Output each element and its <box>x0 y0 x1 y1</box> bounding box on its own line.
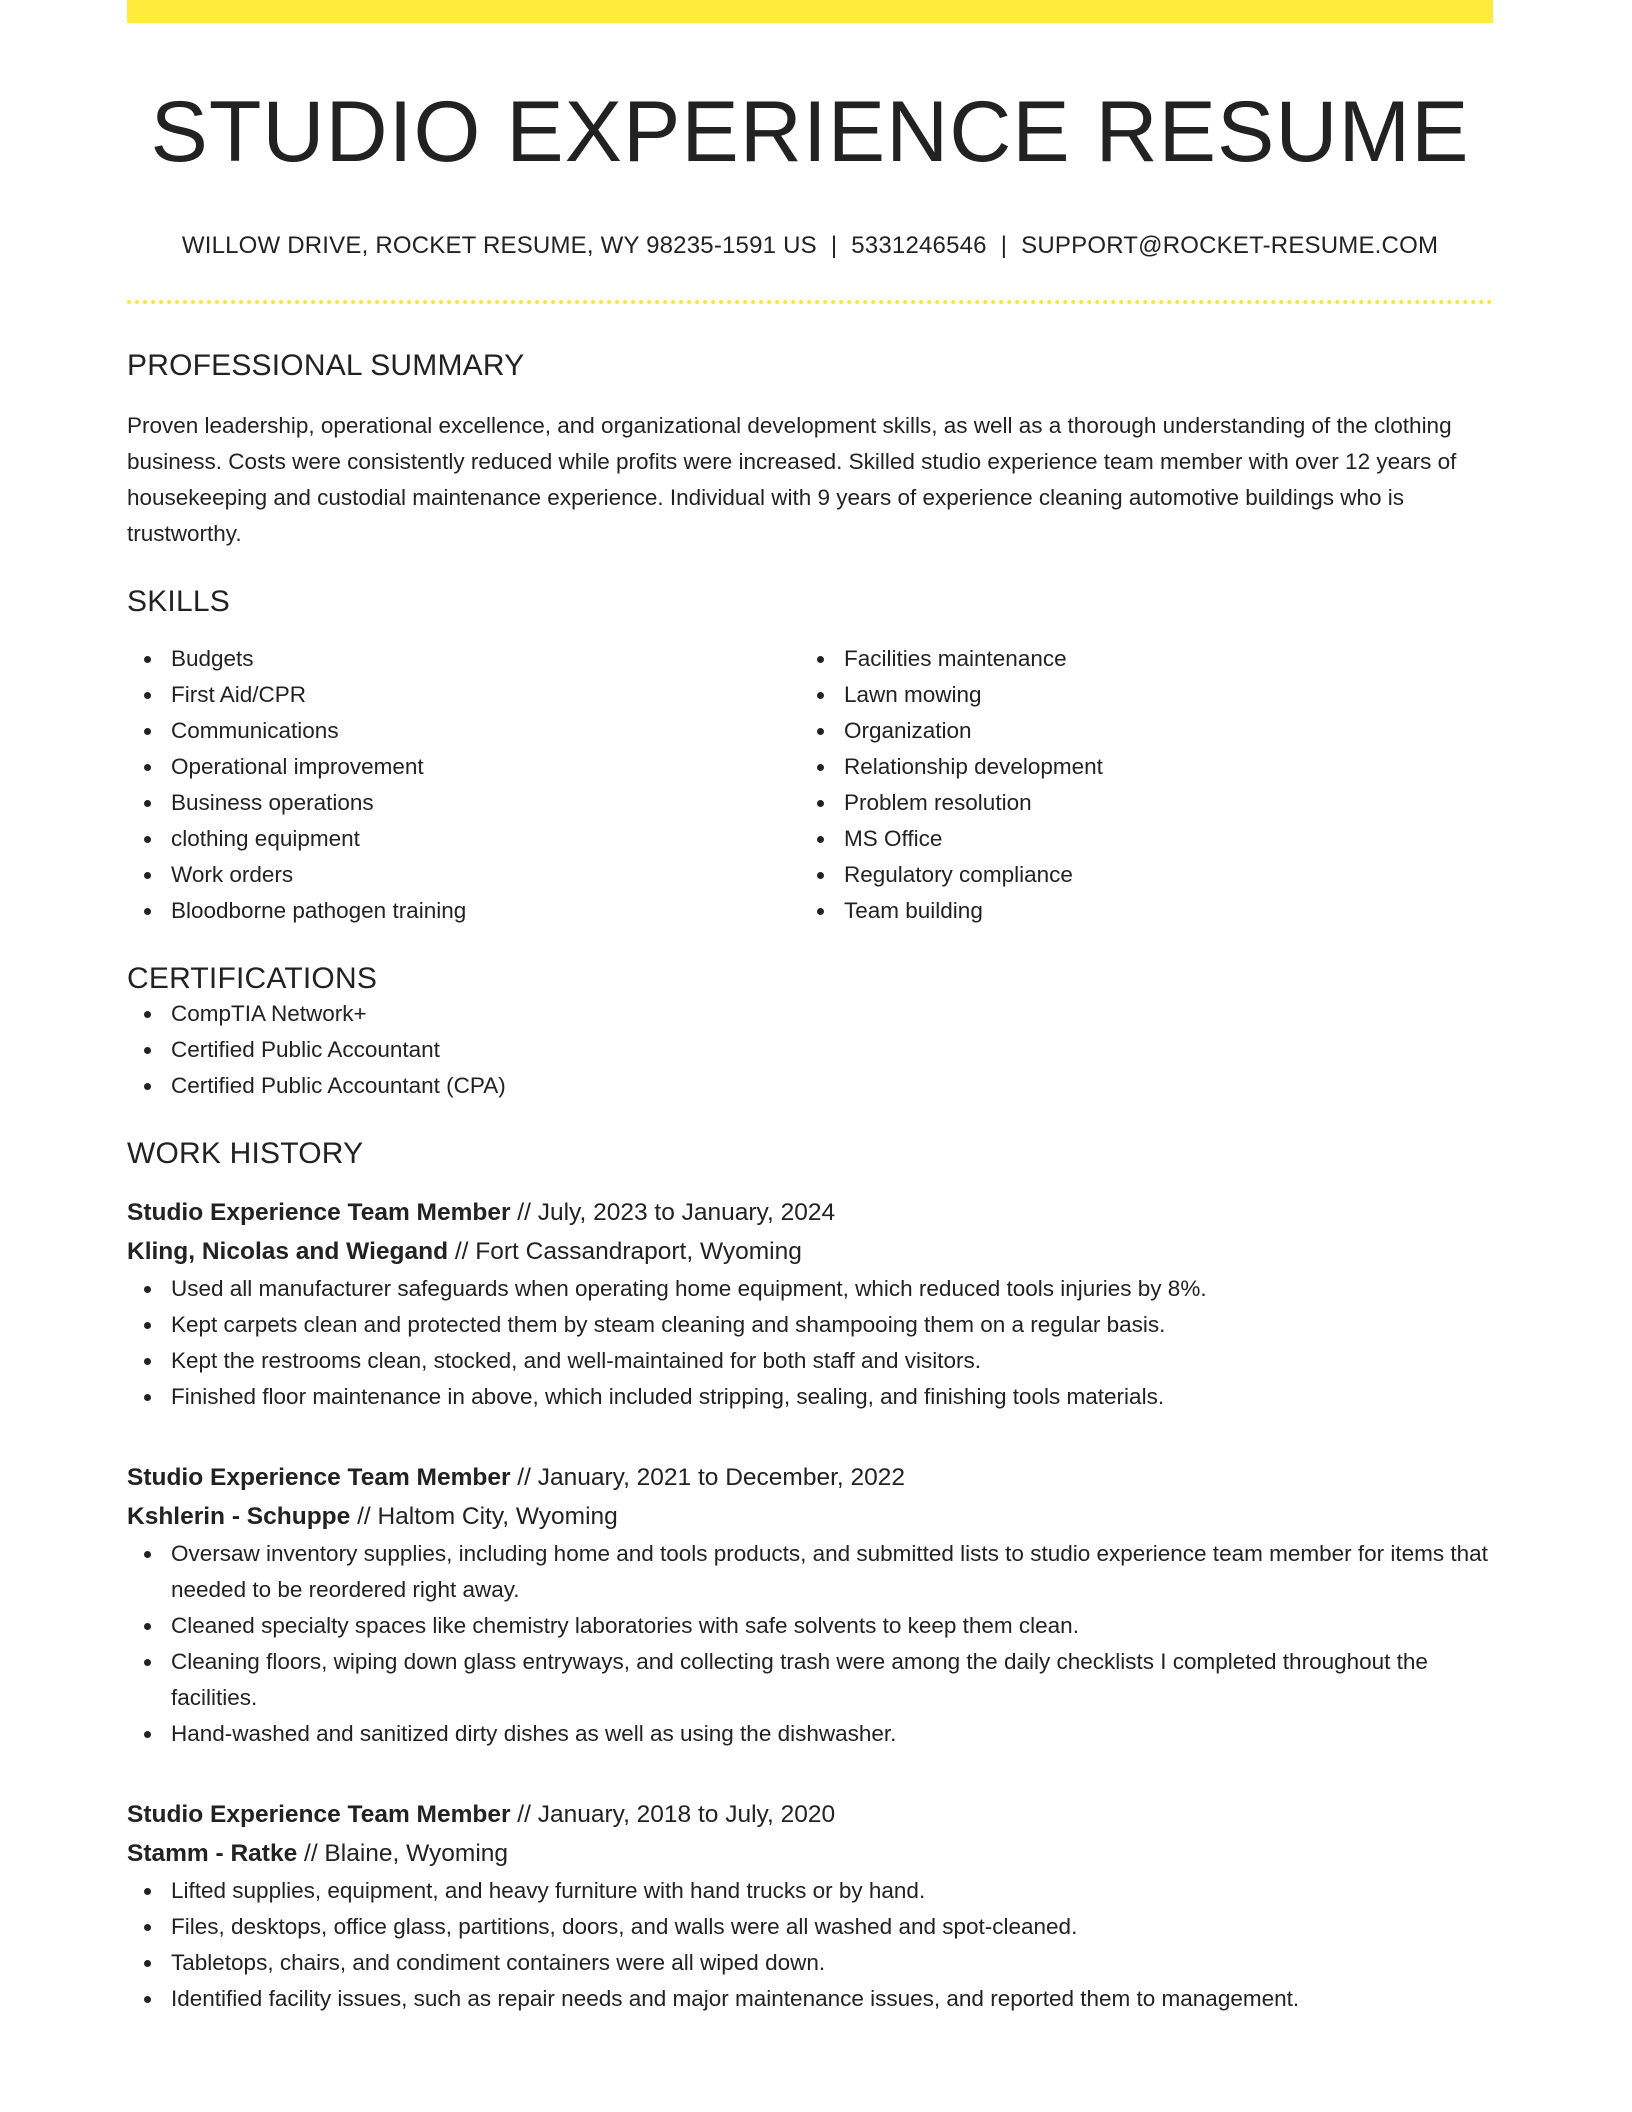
job-dates: // January, 2018 to July, 2020 <box>510 1800 836 1828</box>
job-role: Studio Experience Team Member <box>127 1463 511 1491</box>
job-location: // Blaine, Wyoming <box>297 1839 509 1867</box>
list-item: Communications <box>127 713 800 749</box>
list-item: Lifted supplies, equipment, and heavy furniture with hand trucks or by hand. <box>127 1873 1493 1909</box>
list-item: Operational improvement <box>127 749 800 785</box>
job-role: Studio Experience Team Member <box>127 1198 511 1226</box>
job-company-line <box>127 1497 1493 1536</box>
job-duties-list <box>127 1873 1493 2017</box>
list-item: Business operations <box>127 785 800 821</box>
skills-column-right <box>800 641 1473 929</box>
skills-column-left <box>127 641 800 929</box>
contact-address: WILLOW DRIVE, ROCKET RESUME, WY 98235-1591 US <box>181 231 817 259</box>
list-item: Team building <box>800 893 1473 929</box>
job-company-line <box>127 1232 1493 1271</box>
job-title-line <box>127 1193 1493 1232</box>
list-item: Budgets <box>127 641 800 677</box>
contact-line <box>127 232 1493 260</box>
list-item: Identified facility issues, such as repair needs and major maintenance issues, and reported them to management. <box>127 1981 1493 2017</box>
certifications-heading: CERTIFICATIONS <box>127 961 378 995</box>
resume-title: STUDIO EXPERIENCE RESUME <box>150 84 1470 180</box>
list-item: CompTIA Network+ <box>127 996 1493 1032</box>
summary-text: Proven leadership, operational excellence, and organizational development skills, as well as a thorough understanding of the clothing business. Costs were consistently reduced while profits were increased. Skilled studio experience team member with over 12 years of housekeeping and custodial maintenance experience. Individual with 9 years of experience cleaning automotive buildings who is trustworthy. <box>127 412 1457 546</box>
job-dates: // January, 2021 to December, 2022 <box>510 1463 906 1491</box>
job-location: // Haltom City, Wyoming <box>350 1502 618 1530</box>
job-title-line <box>127 1458 1493 1497</box>
contact-email: SUPPORT@ROCKET-RESUME.COM <box>1021 231 1439 259</box>
list-item: Finished floor maintenance in above, which included stripping, sealing, and finishing tools materials. <box>127 1379 1493 1415</box>
list-item: Used all manufacturer safeguards when operating home equipment, which reduced tools injuries by 8%. <box>127 1271 1493 1307</box>
job-entry <box>127 1193 1493 1415</box>
list-item: Cleaned specialty spaces like chemistry laboratories with safe solvents to keep them clean. <box>127 1608 1493 1644</box>
job-entry <box>127 1458 1493 1752</box>
list-item: Work orders <box>127 857 800 893</box>
list-item: Oversaw inventory supplies, including home and tools products, and submitted lists to studio experience team member for items that needed to be reordered right away. <box>127 1536 1493 1608</box>
contact-separator: | <box>830 231 838 259</box>
skills-list-right <box>800 641 1473 929</box>
skills-list-left <box>127 641 800 929</box>
job-company: Kshlerin - Schuppe <box>127 1502 351 1530</box>
list-item: Kept carpets clean and protected them by steam cleaning and shampooing them on a regular basis. <box>127 1307 1493 1343</box>
job-duties-list <box>127 1271 1493 1415</box>
list-item: Problem resolution <box>800 785 1473 821</box>
contact-phone: 5331246546 <box>851 231 987 259</box>
skills-heading: SKILLS <box>127 584 230 618</box>
accent-top-bar <box>127 0 1493 23</box>
list-item: Cleaning floors, wiping down glass entryways, and collecting trash were among the daily checklists I completed throughout the facilities. <box>127 1644 1493 1716</box>
list-item: Relationship development <box>800 749 1473 785</box>
list-item: Facilities maintenance <box>800 641 1473 677</box>
work-history-heading: WORK HISTORY <box>127 1136 364 1170</box>
summary-heading: PROFESSIONAL SUMMARY <box>127 348 525 382</box>
list-item: Lawn mowing <box>800 677 1473 713</box>
skills-grid <box>127 641 1493 929</box>
list-item: Kept the restrooms clean, stocked, and well-maintained for both staff and visitors. <box>127 1343 1493 1379</box>
job-duties-list <box>127 1536 1493 1752</box>
list-item: Tabletops, chairs, and condiment containers were all wiped down. <box>127 1945 1493 1981</box>
job-company-line <box>127 1834 1493 1873</box>
list-item: Regulatory compliance <box>800 857 1473 893</box>
job-dates: // July, 2023 to January, 2024 <box>510 1198 836 1226</box>
list-item: Organization <box>800 713 1473 749</box>
list-item: Certified Public Accountant (CPA) <box>127 1068 1493 1104</box>
job-entry <box>127 1795 1493 2017</box>
resume-page <box>127 0 1493 2017</box>
contact-separator: | <box>1000 231 1008 259</box>
list-item: First Aid/CPR <box>127 677 800 713</box>
list-item: clothing equipment <box>127 821 800 857</box>
job-company: Stamm - Ratke <box>127 1839 298 1867</box>
list-item: Hand-washed and sanitized dirty dishes as well as using the dishwasher. <box>127 1716 1493 1752</box>
list-item: MS Office <box>800 821 1473 857</box>
job-role: Studio Experience Team Member <box>127 1800 511 1828</box>
job-location: // Fort Cassandraport, Wyoming <box>448 1237 802 1265</box>
list-item: Bloodborne pathogen training <box>127 893 800 929</box>
job-company: Kling, Nicolas and Wiegand <box>127 1237 449 1265</box>
certifications-list <box>127 996 1493 1104</box>
list-item: Files, desktops, office glass, partitions, doors, and walls were all washed and spot-cleaned. <box>127 1909 1493 1945</box>
job-title-line <box>127 1795 1493 1834</box>
dotted-divider <box>127 300 1493 304</box>
list-item: Certified Public Accountant <box>127 1032 1493 1068</box>
